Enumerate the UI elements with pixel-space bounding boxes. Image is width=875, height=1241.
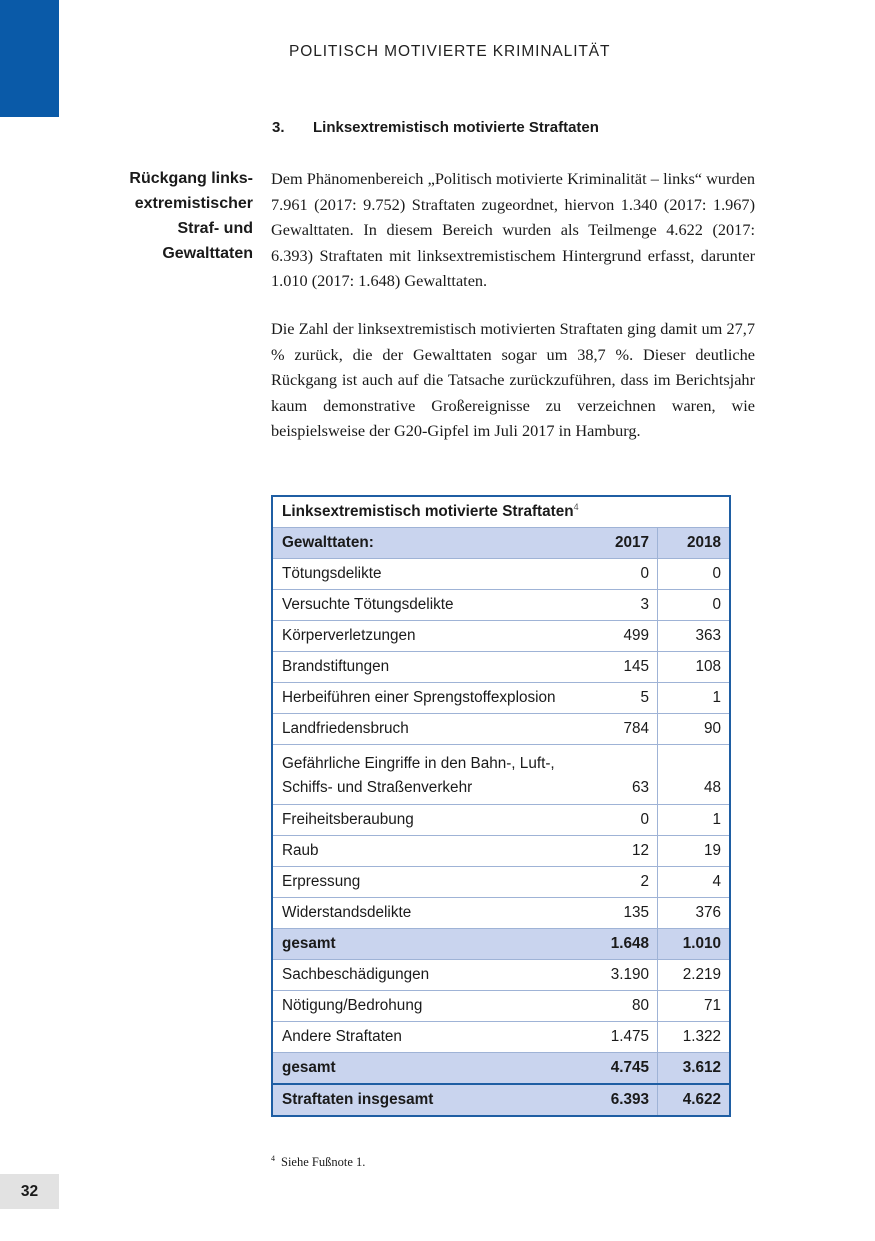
cell-2017: 5: [588, 683, 658, 714]
table-header-row: [272, 528, 730, 559]
table-row: [272, 836, 730, 867]
cell-2017: 4.745: [588, 1053, 658, 1085]
row-label: Brandstiftungen: [272, 652, 588, 683]
cell-2018: 19: [658, 836, 731, 867]
row-label: Straftaten insgesamt: [272, 1084, 588, 1116]
cell-2018: 1: [658, 805, 731, 836]
table-row: [272, 898, 730, 929]
table-row: [272, 991, 730, 1022]
row-label-line: Gefährliche Eingriffe in den Bahn-, Luft-,: [282, 755, 555, 772]
cell-2017: 499: [588, 621, 658, 652]
crime-statistics-table: [271, 495, 731, 1117]
row-label: Nötigung/Bedrohung: [272, 991, 588, 1022]
margin-note-line: Rückgang links-: [129, 170, 253, 187]
cell-2017: 3.190: [588, 960, 658, 991]
cell-2017: 1.648: [588, 929, 658, 960]
chapter-color-tab: [0, 0, 59, 117]
running-header: POLITISCH MOTIVIERTE KRIMINALITÄT: [289, 43, 611, 60]
row-label: Herbeiführen einer Sprengstoffexplosion: [272, 683, 588, 714]
cell-2018: 4.622: [658, 1084, 731, 1116]
cell-2018: 3.612: [658, 1053, 731, 1085]
table-row: [272, 559, 730, 590]
row-label: gesamt: [272, 1053, 588, 1085]
table-caption-text: Linksextremistisch motivierte Straftaten: [282, 503, 574, 521]
cell-2017: 2: [588, 867, 658, 898]
table-row: [272, 960, 730, 991]
column-header-2017: 2017: [588, 528, 658, 559]
table-row: [272, 745, 730, 805]
row-label: Versuchte Tötungsdelikte: [272, 590, 588, 621]
column-header-label: Gewalttaten:: [272, 528, 588, 559]
margin-note-line: Gewalttaten: [162, 245, 253, 262]
cell-2017: 12: [588, 836, 658, 867]
cell-2017: 0: [588, 559, 658, 590]
table-row: [272, 714, 730, 745]
row-label: Körperverletzungen: [272, 621, 588, 652]
section-title: Linksextremistisch motivierte Straftaten: [313, 119, 599, 136]
subtotal-row: [272, 1053, 730, 1085]
table-caption-row: [272, 496, 730, 528]
cell-2017: 145: [588, 652, 658, 683]
cell-2017: 1.475: [588, 1022, 658, 1053]
table-row: [272, 652, 730, 683]
table-caption: [272, 496, 730, 528]
page-number: 32: [0, 1174, 59, 1209]
cell-2017: 784: [588, 714, 658, 745]
paragraph-1: Dem Phänomenbereich „Politisch motivierte Kriminalität – links“ wurden 7.961 (2017: 9.752) Straftaten zugeordnet, hiervon 1.340 (2017: 1.967) Gewalttaten. In diesem Bereich wurden als Teilmenge 4.622 (2017: 6.393) Straftaten mit linksextremistischem Hintergrund erfasst, darunter 1.010 (2017: 1.648) Gewalttaten.: [271, 169, 755, 290]
section-number: 3.: [272, 119, 285, 136]
row-label: Erpressung: [272, 867, 588, 898]
column-header-2018: 2018: [658, 528, 731, 559]
footnote: [271, 1154, 365, 1170]
cell-2018: 2.219: [658, 960, 731, 991]
table-row: [272, 621, 730, 652]
table-row: [272, 683, 730, 714]
row-label: Andere Straftaten: [272, 1022, 588, 1053]
cell-2017: 6.393: [588, 1084, 658, 1116]
cell-2018: 90: [658, 714, 731, 745]
footnote-number: 4: [271, 1154, 275, 1163]
cell-2018: 1.010: [658, 929, 731, 960]
table-row: [272, 805, 730, 836]
footnote-text: Siehe Fußnote 1.: [281, 1155, 366, 1170]
cell-2018: 0: [658, 559, 731, 590]
cell-2018: 1: [658, 683, 731, 714]
subtotal-row: [272, 929, 730, 960]
row-label: Sachbeschädigungen: [272, 960, 588, 991]
cell-2018: 0: [658, 590, 731, 621]
cell-2017: 80: [588, 991, 658, 1022]
row-label-line: Schiffs- und Straßenverkehr: [282, 779, 473, 796]
cell-2018: 71: [658, 991, 731, 1022]
cell-2017: 63: [588, 745, 658, 805]
footnote-ref: 4: [573, 502, 579, 513]
margin-note-line: extremistischer: [134, 195, 253, 212]
total-row: [272, 1084, 730, 1116]
paragraph-2: Die Zahl der linksextremistisch motivierten Straftaten ging damit um 27,7 % zurück, die der Gewalttaten sogar um 38,7 %. Dieser deutliche Rückgang ist auch auf die Tatsache zurückzuführen, dass im Berichtsjahr kaum demonstrative Großereignisse zu verzeichnen waren, wie beispielsweise der G20-Gipfel im Juli 2017 in Hamburg.: [271, 319, 755, 440]
row-label: Widerstandsdelikte: [272, 898, 588, 929]
cell-2018: 48: [658, 745, 731, 805]
cell-2017: 3: [588, 590, 658, 621]
cell-2018: 4: [658, 867, 731, 898]
table-row: [272, 1022, 730, 1053]
row-label: Freiheitsberaubung: [272, 805, 588, 836]
table-row: [272, 867, 730, 898]
row-label: Raub: [272, 836, 588, 867]
row-label: gesamt: [272, 929, 588, 960]
row-label: Landfriedensbruch: [272, 714, 588, 745]
row-label: [272, 745, 588, 805]
margin-note-line: Straf- und: [177, 220, 253, 237]
table-row: [272, 590, 730, 621]
cell-2017: 135: [588, 898, 658, 929]
cell-2017: 0: [588, 805, 658, 836]
cell-2018: 1.322: [658, 1022, 731, 1053]
margin-note: [93, 166, 253, 266]
cell-2018: 108: [658, 652, 731, 683]
section-heading: [272, 119, 599, 136]
row-label: Tötungsdelikte: [272, 559, 588, 590]
cell-2018: 376: [658, 898, 731, 929]
cell-2018: 363: [658, 621, 731, 652]
